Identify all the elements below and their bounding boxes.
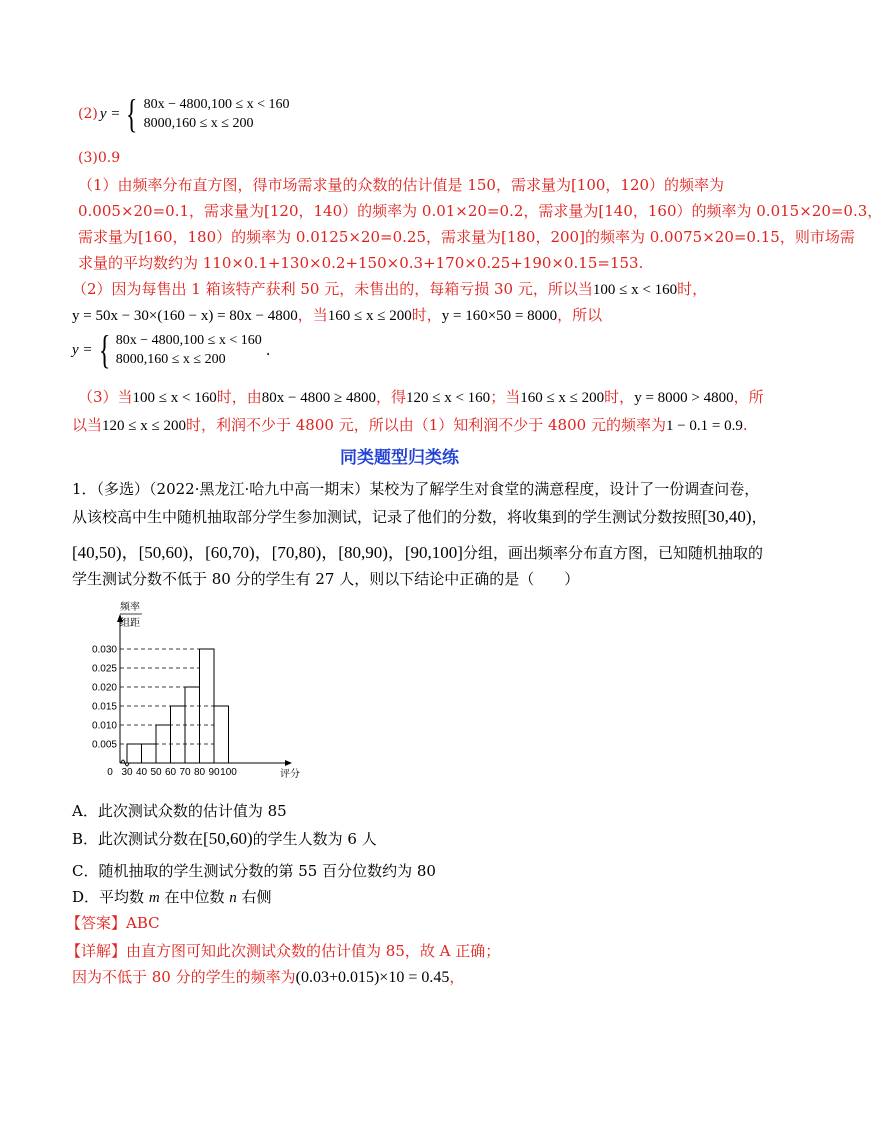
formula: 160 ≤ x ≤ 200 xyxy=(520,390,605,406)
formula: 120 ≤ x ≤ 200 xyxy=(102,418,186,434)
y-tick-label: 0.015 xyxy=(91,701,117,713)
formula: [30,40) xyxy=(702,507,752,526)
formula: [50,60) xyxy=(203,829,253,848)
solution-3-line-1: （3）当100 ≤ x < 160时，由80x − 4800 ≥ 4800，得120 ≤ x < 160；当160 ≤ x ≤ 200时，y = 8000 > 4800，所 xyxy=(78,388,764,406)
solution-1-line-3: 需求量为[160，180）的频率为 0.0125×20=0.25，需求量为[180，200]的频率为 0.0075×20=0.15，则市场需 xyxy=(78,228,855,246)
part2-label: (2) xyxy=(78,106,98,122)
x-tick-label: 40 xyxy=(135,767,148,778)
formula: y = 160×50 = 8000 xyxy=(441,308,558,324)
y-tick-label: 0.020 xyxy=(91,682,117,694)
x-tick-label: 50 xyxy=(150,767,162,778)
x-tick-label: 90 xyxy=(208,767,220,778)
y-tick-label: 0.005 xyxy=(91,739,117,751)
part2-answer: (2) y = { 80x − 4800,100 ≤ x < 160 8000,160 ≤ x ≤ 200 xyxy=(78,91,290,136)
option-b: B．此次测试分数在[50,60)的学生人数为 6 人 xyxy=(72,829,377,848)
y-tick-label: 0.010 xyxy=(91,720,117,732)
x-tick-label: 100 xyxy=(220,767,237,778)
solution-2-line-2: y = 50x − 30×(160 − x) = 80x − 4800，当160 ≤ x ≤ 200时，y = 160×50 = 8000，所以 xyxy=(72,306,603,324)
formula: [40,50)，[50,60)，[60,70)，[70,80)，[80,90)，[90,100] xyxy=(72,543,463,562)
x-tick-label: 60 xyxy=(164,767,177,778)
x-tick-label: 80 xyxy=(193,767,206,778)
formula: (0.03+0.015)×10 = 0.45 xyxy=(295,969,450,986)
answer xyxy=(66,912,160,933)
y-axis-label-bottom: 组距 xyxy=(120,618,140,629)
section-title: 同类题型归类练 xyxy=(340,448,459,468)
question-line-3: [40,50)，[50,60)，[60,70)，[70,80)，[80,90)，[90,100]分组，画出频率分布直方图，已知随机抽取的 xyxy=(72,543,763,562)
histogram-bar xyxy=(142,744,157,763)
answer-label: 【答案】 xyxy=(66,914,127,932)
option-a: A．此次测试众数的估计值为 85 xyxy=(72,802,287,820)
detail-label: 【详解】 xyxy=(66,942,127,960)
formula: y = 50x − 30×(160 − x) = 80x − 4800 xyxy=(72,308,298,324)
solution-1-line-4: 求量的平均数约为 110×0.1+130×0.2+150×0.3+170×0.25+190×0.15=153. xyxy=(78,254,644,272)
y-tick-label: 0.030 xyxy=(91,644,117,656)
formula: 100 ≤ x < 160 xyxy=(592,282,678,298)
question-line-1: 1．（多选）（2022·黑龙江·哈九中高一期末）某校为了解学生对食堂的满意程度，设计了一份调查问卷， xyxy=(72,480,760,498)
solution-1-line-2: 0.005×20=0.1，需求量为[120，140）的频率为 0.01×20=0.2，需求量为[140，160）的频率为 0.015×20=0.3， xyxy=(78,202,882,220)
solution-1-line-1: （1）由频率分布直方图，得市场需求量的众数的估计值是 150，需求量为[100，120）的频率为 xyxy=(78,176,725,194)
part2-case-2: 8000,160 ≤ x ≤ 200 xyxy=(143,116,254,131)
option-c: C．随机抽取的学生测试分数的第 55 百分位数约为 80 xyxy=(72,862,436,880)
formula: 80x − 4800 ≥ 4800 xyxy=(261,390,376,406)
solution-2-case-2: 8000,160 ≤ x ≤ 200 xyxy=(115,352,226,367)
question-line-2: 从该校高中生中随机抽取部分学生参加测试，记录了他们的分数，将收集到的学生测试分数按照[30,40)， xyxy=(72,507,767,526)
formula: 1 − 0.1 = 0.9 xyxy=(665,418,743,434)
x-axis-label: 评分 xyxy=(280,769,300,780)
x-axis-arrow xyxy=(285,760,292,766)
formula: 160 ≤ x ≤ 200 xyxy=(327,308,412,324)
formula: 120 ≤ x < 160 xyxy=(405,390,491,406)
detail-line-2: 因为不低于 80 分的学生的频率为(0.03+0.015)×10 = 0.45， xyxy=(72,968,465,986)
frequency-histogram xyxy=(91,598,300,784)
origin-label: 0 xyxy=(107,767,113,778)
part3-answer: (3)0.9 xyxy=(78,150,121,166)
formula: 100 ≤ x < 160 xyxy=(132,390,217,406)
solution-2-case-1: 80x − 4800,100 ≤ x < 160 xyxy=(115,333,262,348)
y-tick-label: 0.025 xyxy=(91,663,117,675)
answer-value: ABC xyxy=(126,914,160,932)
solution-2-line-1: （2）因为每售出 1 箱该特产获利 50 元，未售出的，每箱亏损 30 元，所以当100 ≤ x < 160时， xyxy=(72,280,708,298)
histogram-bar xyxy=(171,706,186,763)
y-axis-label-top: 频率 xyxy=(120,602,140,613)
histogram-bar xyxy=(127,744,142,763)
question-line-4: 学生测试分数不低于 80 分的学生有 27 人，则以下结论中正确的是（ ） xyxy=(72,570,580,588)
solution-2-piecewise: y = { 80x − 4800,100 ≤ x < 160 8000,160 ≤ x ≤ 200 . xyxy=(72,327,271,372)
histogram-bar xyxy=(214,706,229,763)
x-tick-label: 70 xyxy=(179,767,191,778)
x-tick-label: 30 xyxy=(121,767,133,778)
part2-y: y = xyxy=(99,105,121,122)
formula: y = 8000 > 4800 xyxy=(634,390,734,406)
detail-line-1: 【详解】由直方图可知此次测试众数的估计值为 85，故 A 正确； xyxy=(66,942,501,960)
solution-3-line-2: 以当120 ≤ x ≤ 200时，利润不少于 4800 元，所以由（1）知利润不少于 4800 元的频率为1 − 0.1 = 0.9. xyxy=(72,416,748,434)
option-d: D．平均数 m 在中位数 n 右侧 xyxy=(72,888,272,906)
part2-case-1: 80x − 4800,100 ≤ x < 160 xyxy=(143,97,290,112)
